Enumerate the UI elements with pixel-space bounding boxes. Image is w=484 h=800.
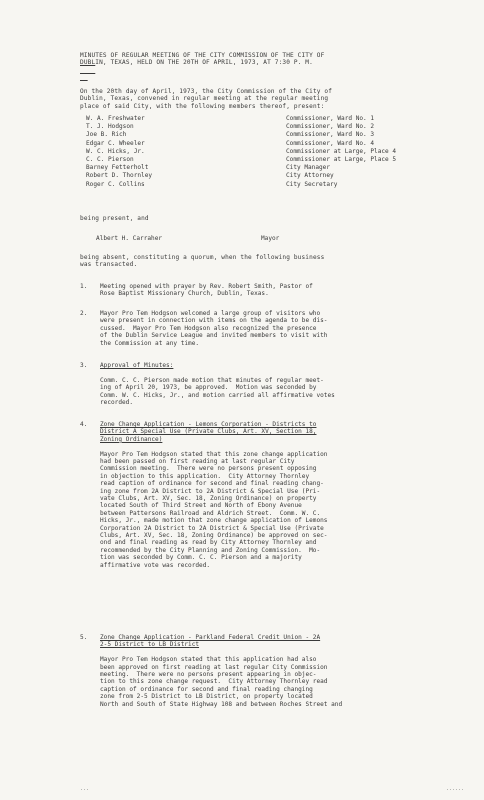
member-title: Commissioner, Ward No. 2 [286,123,375,131]
item-heading: Zone Change Application - Parkland Federal Credit Union - 2A [100,634,321,641]
item-heading: Zone Change Application - Lemons Corporation - Districts to [100,421,317,428]
member-row [86,156,446,164]
paragraph-line: being absent, constituting a quorum, when the following business [80,254,325,261]
item-line: Hicks, Jr., made motion that zone change application of Lemons [100,517,328,525]
item-line: ond and final reading as read by City Attorney Thornley and [100,539,317,547]
item-heading: Approval of Minutes: [100,362,174,369]
member-name: Joe B. Rich [86,131,127,139]
item-line: North and South of State Highway 108 and between Roches Street and [100,700,343,708]
member-name: W. A. Freshwater [86,115,145,122]
paragraph-line: On the 20th day of April, 1973, the City Commission of the City of [80,88,333,95]
item-line: read caption of ordinance for second and final reading chang- [100,480,324,488]
item-line: recorded. [100,399,134,406]
member-name: Roger C. Collins [86,180,145,188]
item-body [100,362,335,414]
item-line: between Pattersons Railroad and Aldrich Street. Comm. W. C. [100,509,321,517]
item-line: vate Clubs, Art. XV, Sec. 18, Zoning Ordinance) on property [100,495,317,502]
member-row [86,123,446,131]
item-line: cussed. Mayor Pro Tem Hodgson also recognized the presence [100,324,317,332]
item-line: located South of Third Street and North of Ebony Avenue [100,502,302,510]
member-name: Barney Fetterholt [86,164,149,172]
item-line: 2-5 District to LB District [100,641,200,649]
item-line: the Commission at any time. [100,339,200,347]
item-line: recommended by the City Planning and Zoning Commission. Mo- [100,546,321,554]
members-present-list [86,115,446,189]
item-body [100,310,328,362]
member-row [86,164,446,172]
item-number: 2. [80,310,88,317]
item-body [100,421,328,599]
member-name: C. C. Pierson [86,155,134,163]
member-name: W. C. Hicks, Jr. [86,147,145,155]
item-line: Comm. W. C. Hicks, Jr., and motion carried all affirmative votes [100,391,335,399]
item-line: District A Special Use (Private Clubs, Art. XV, Section 18, [100,428,317,436]
item-line: Corporation 2A District to 2A District & Special Use (Private [100,524,324,532]
member-row [86,140,446,148]
paragraph-line: was transacted. [80,261,138,269]
item-line: zone from 2-5 District to LB District, on property located [100,693,313,701]
item-line: Rose Baptist Missionary Church, Dublin, Texas. [100,290,269,298]
item-line: Mayor Pro Tem Hodgson welcomed a large group of visitors who [100,310,321,317]
title-line: DUBLIN, TEXAS, HELD ON THE 20TH OF APRIL, 1973, AT 7:30 P. M. [80,59,313,67]
item-line: Mayor Pro Tem Hodgson stated that this application had also [100,656,317,664]
member-title: Commissioner, Ward No. 4 [286,139,375,147]
item-line: in objection to this application. City Attorney Thornley [100,472,310,480]
member-title: Commissioner at Large, Place 5 [286,155,397,163]
item-number: 3. [80,362,88,369]
item-line: Comm. C. C. Pierson made motion that minutes of regular meet- [100,376,324,384]
member-title: City Secretary [286,180,338,188]
member-title: Commissioner, Ward No. 1 [286,115,375,122]
title-line: MINUTES OF REGULAR MEETING OF THE CITY COMMISSION OF THE CITY OF [80,52,325,59]
member-row [86,115,446,123]
item-line: ing of April 20, 1973, be approved. Motion was seconded by [100,384,317,392]
item-line: Meeting opened with prayer by Rev. Robert Smith, Pastor of [100,283,313,290]
quorum-paragraph [80,254,325,284]
item-number: 5. [80,634,88,641]
item-line: tion was seconded by Comm. C. C. Pierson and a majority [100,554,302,562]
paragraph-line: place of said City, with the following members thereof, present: [80,102,325,110]
item-line: ing zone from 2A District to 2A District & Special Use (Pri- [100,487,321,495]
member-name: T. J. Hodgson [86,123,134,131]
member-title: Commissioner at Large, Place 4 [286,147,397,155]
member-row [86,181,446,189]
item-line: been approved on first reading at last regular City Commission [100,663,328,671]
member-title: City Attorney [286,172,334,180]
absent-title: Mayor [261,235,280,242]
item-line: of the Dublin Service League and invited members to visit with [100,332,328,340]
present-label: being present, and [80,215,149,222]
item-line: Clubs, Art. XV, Sec. 18, Zoning Ordinance) be approved on sec- [100,532,328,539]
item-body [100,634,343,715]
member-name: Edgar C. Wheeler [86,139,145,147]
member-name: Robert D. Thornley [86,172,153,180]
item-line: had been passed on first reading at last regular City [100,458,295,465]
item-line: meeting. There were no persons present appearing in objec- [100,671,317,678]
item-line: Mayor Pro Tem Hodgson stated that this zone change application [100,450,328,458]
member-title: Commissioner, Ward No. 3 [286,131,375,139]
footer-mark-right: ...... [446,786,465,792]
member-row [86,148,446,156]
paragraph-line: Dublin, Texas, convened in regular meeting at the regular meeting [80,95,329,103]
absent-name: Albert H. Carraher [96,235,163,242]
item-line: Commission meeting. There were no persons present opposing [100,465,317,473]
item-number: 4. [80,421,88,428]
footer-mark-left: ... [80,786,90,792]
member-row [86,131,446,139]
item-line: affirmative vote was recorded. [100,561,211,569]
member-row [86,172,446,180]
item-number: 1. [80,283,88,290]
item-line: caption of ordinance for second and final reading changing [100,685,313,693]
member-title: City Manager [286,164,331,172]
item-line: tion to this zone change request. City Attorney Thornley read [100,678,328,686]
item-line: Zoning Ordinance) [100,435,163,443]
item-body [100,283,313,313]
item-line: were present in connection with items on the agenda to be dis- [100,317,328,325]
minutes-title [80,52,325,82]
